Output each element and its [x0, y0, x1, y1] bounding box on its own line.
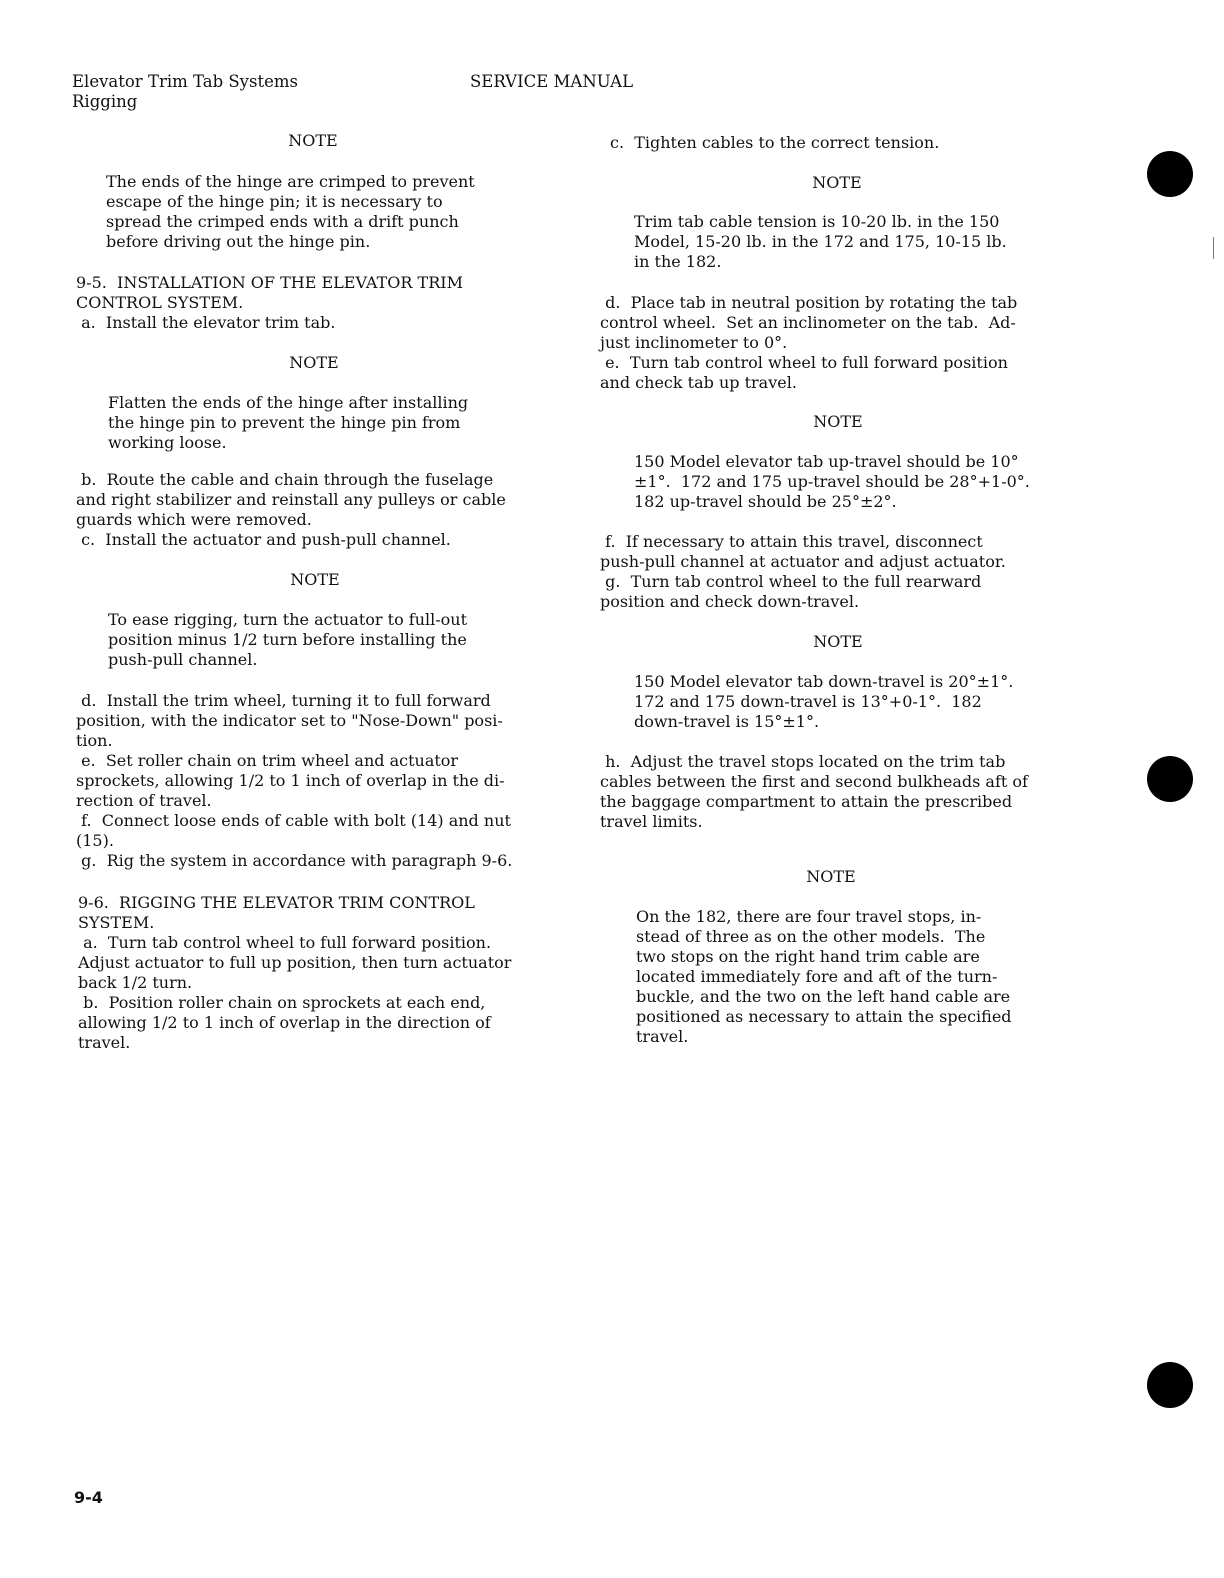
- note-title: NOTE: [813, 632, 863, 651]
- note-title: NOTE: [806, 867, 856, 886]
- section-heading-9-6: 9-6. RIGGING THE ELEVATOR TRIM CONTROL SYSTEM.: [78, 893, 475, 932]
- binder-hole: [1147, 756, 1193, 802]
- note-title: NOTE: [289, 353, 339, 372]
- binder-hole: [1147, 1362, 1193, 1408]
- binder-hole: [1147, 151, 1193, 197]
- step-text: h. Adjust the travel stops located on the trim tab cables between the first and second bulkheads aft of the baggage compartment to attain the prescribed travel limits.: [600, 752, 1028, 831]
- manual-title: SERVICE MANUAL: [470, 72, 634, 91]
- note-body: On the 182, there are four travel stops, in- stead of three as on the other models. The two stops on the right hand trim cable are located immediately fore and aft of the turn- buckle, and the two on the left hand cable are positioned as necessary to attain the specified travel.: [636, 907, 1012, 1046]
- section-heading-9-5: 9-5. INSTALLATION OF THE ELEVATOR TRIM CONTROL SYSTEM.: [76, 273, 463, 312]
- note-body: Flatten the ends of the hinge after installing the hinge pin to prevent the hinge pin from working loose.: [108, 393, 469, 452]
- note-title: NOTE: [290, 570, 340, 589]
- page-number: 9-4: [74, 1488, 103, 1507]
- note-title: NOTE: [812, 173, 862, 192]
- note-title: NOTE: [288, 131, 338, 150]
- step-text: d. Install the trim wheel, turning it to full forward position, with the indicator set to "Nose-Down" posi- tion. e. Set roller chain on trim wheel and actuator sprockets, allowing 1/2 to 1 inch of overlap in the di- rection of travel. f. Connect loose ends of cable with bolt (14) and nut (15). g. Rig the system in accordance with paragraph 9-6.: [76, 691, 513, 870]
- note-body: The ends of the hinge are crimped to prevent escape of the hinge pin; it is necessary to spread the crimped ends with a drift punch before driving out the hinge pin.: [106, 172, 475, 251]
- step-text: a. Turn tab control wheel to full forward position. Adjust actuator to full up position, then turn actuator back 1/2 turn. b. Position roller chain on sprockets at each end, allowing 1/2 to 1 inch of overlap in the direction of travel.: [78, 933, 512, 1052]
- section-title-line2: Rigging: [72, 92, 138, 111]
- note-body: 150 Model elevator tab up-travel should be 10° ±1°. 172 and 175 up-travel should be 28°+1-0°. 182 up-travel should be 25°±2°.: [634, 452, 1030, 511]
- step-text: c. Tighten cables to the correct tension.: [610, 133, 940, 152]
- scan-mark: [1213, 237, 1214, 259]
- note-body: Trim tab cable tension is 10-20 lb. in the 150 Model, 15-20 lb. in the 172 and 175, 10-15 lb. in the 182.: [634, 212, 1007, 271]
- section-title-line1: Elevator Trim Tab Systems: [72, 72, 298, 91]
- step-text: f. If necessary to attain this travel, disconnect push-pull channel at actuator and adjust actuator. g. Turn tab control wheel to the full rearward position and check down-travel.: [600, 532, 1006, 611]
- step-text: d. Place tab in neutral position by rotating the tab control wheel. Set an inclinometer on the tab. Ad- just inclinometer to 0°. e. Turn tab control wheel to full forward position and check tab up travel.: [600, 293, 1018, 392]
- section-title: [72, 72, 298, 112]
- step-text: a. Install the elevator trim tab.: [76, 313, 336, 332]
- note-title: NOTE: [813, 412, 863, 431]
- note-body: To ease rigging, turn the actuator to full-out position minus 1/2 turn before installing the push-pull channel.: [108, 610, 468, 669]
- note-body: 150 Model elevator tab down-travel is 20°±1°. 172 and 175 down-travel is 13°+0-1°. 182 down-travel is 15°±1°.: [634, 672, 1014, 731]
- step-text: b. Route the cable and chain through the fuselage and right stabilizer and reinstall any pulleys or cable guards which were removed. c. Install the actuator and push-pull channel.: [76, 470, 506, 549]
